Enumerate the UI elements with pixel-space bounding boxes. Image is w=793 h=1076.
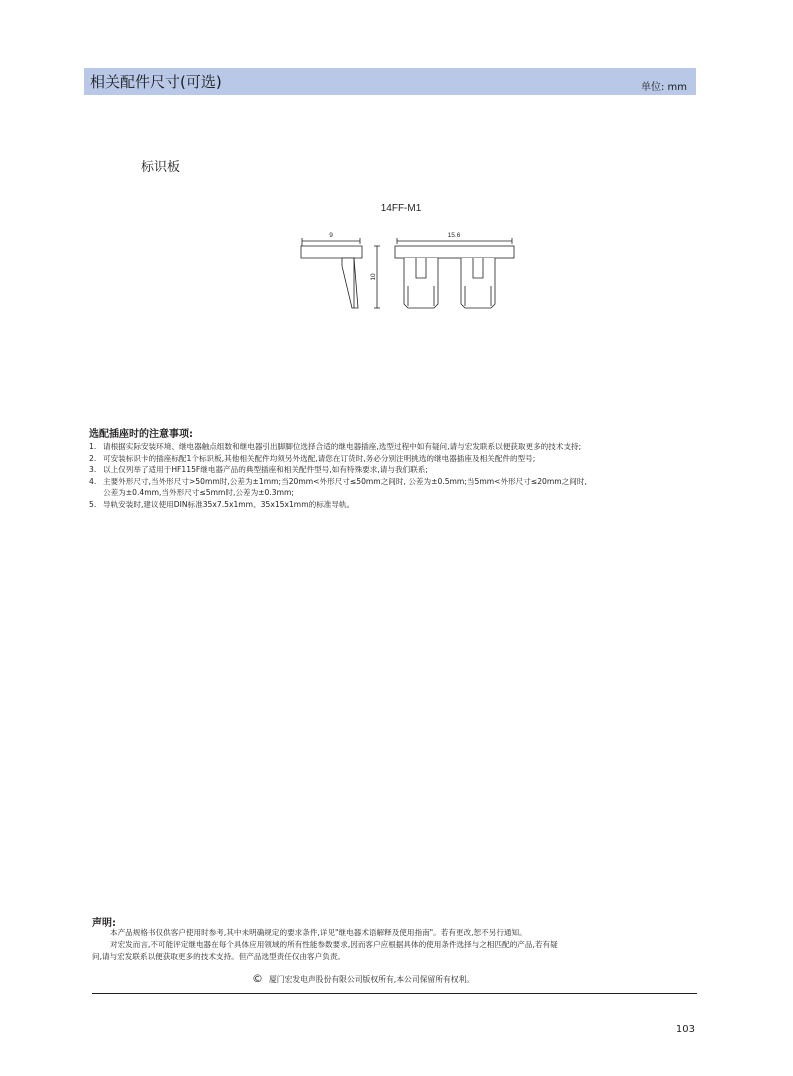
declaration-paragraph-2 [92,939,696,963]
copyright-symbol: © [252,972,263,985]
note-text-continued: 公差为±0.4mm,当外形尺寸≤5mm时,公差为±0.3mm; [103,488,294,498]
dim-side-width: 9 [329,232,333,239]
note-item [89,476,699,499]
copyright-text: 厦门宏发电声股份有限公司版权所有,本公司保留所有权利。 [269,975,475,984]
note-number: 5. [89,499,97,509]
section-title: 相关配件尺寸(可选) [90,73,222,91]
page-number: 103 [675,1024,695,1035]
accessory-label: 标识板 [141,160,181,175]
notes-title: 选配插座时的注意事项: [89,429,193,440]
label-plate-drawing [296,198,521,318]
footer-divider [92,993,697,994]
note-number: 2. [89,453,97,463]
note-text: 请根据实际安装环境、继电器触点组数和继电器引出脚脚位选择合适的继电器插座,选型过程中如有疑问,请与宏发联系以便获取更多的技术支持; [103,442,582,451]
side-view [301,238,380,308]
note-item [89,441,699,453]
declaration-paragraph-1: 本产品规格书仅供客户使用时参考,其中未明确规定的要求条件,详见"继电器术语解释及使用指南"。若有更改,恕不另行通知。 [110,928,527,937]
note-text: 主要外形尺寸,当外形尺寸>50mm时,公差为±1mm;当20mm<外形尺寸≤50mm之间时, 公差为±0.5mm;当5mm<外形尺寸≤20mm之间时, [103,476,587,486]
unit-label: 单位: mm [640,82,687,93]
declaration-paragraph-2-line-2: 问,请与宏发联系以便获取更多的技术支持。但产品选型责任仅由客户负责。 [92,952,346,961]
note-text: 可安装标识卡的插座标配1个标识板,其他相关配件均须另外选配,请您在订货时,务必分别注明挑选的继电器插座及相关配件的型号; [103,453,536,463]
drawing-model-label: 14FF-M1 [380,203,422,214]
note-item [89,464,699,476]
front-view [395,238,514,308]
note-text: 导轨安装时,建议使用DIN标准35x7.5x1mm、35x15x1mm的标准导轨。 [103,499,355,509]
dim-side-height: 10 [370,273,377,281]
note-text: 以上仅列举了适用于HF115F继电器产品的典型插座和相关配件型号,如有特殊要求,请与我们联系; [103,465,428,475]
note-number: 4. [89,476,97,486]
copyright-notice [252,972,474,985]
declaration-paragraph-2-line-1: 对宏发而言,不可能评定继电器在每个具体应用领域的所有性能参数要求,因而客户应根据具体的使用条件选择与之相匹配的产品,若有疑 [110,940,558,949]
section-header-bar [84,68,696,95]
dim-front-width: 15.6 [447,232,461,239]
notes-list [89,441,699,511]
note-item [89,499,699,511]
note-item [89,453,699,465]
declaration-title: 声明: [92,918,116,929]
note-number: 3. [89,465,97,475]
note-number: 1. [89,442,97,451]
